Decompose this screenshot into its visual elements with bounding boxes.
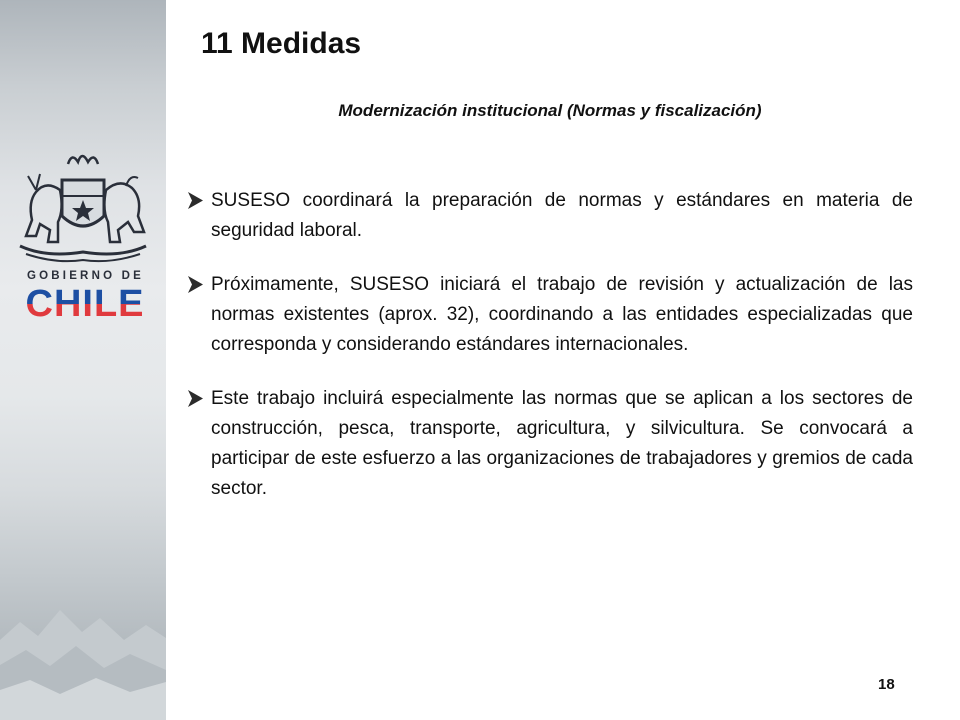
logo-line-1: GOBIERNO DE (27, 270, 144, 282)
bullet-text: SUSESO coordinará la preparación de normas y estándares en materia de seguridad laboral. (211, 190, 913, 241)
chile-logo-text (18, 282, 153, 322)
arrow-bullet-icon (188, 276, 203, 293)
coat-of-arms-icon (6, 150, 160, 270)
bullet-item (188, 270, 913, 360)
bullet-text: Próximamente, SUSESO iniciará el trabajo de revisión y actualización de las normas existentes (aprox. 32), coordinando a las entidades especializadas que corresponda y considerando estándares internacionales. (211, 274, 913, 355)
logo-line-2: CHILE (25, 283, 145, 322)
bullet-item (188, 186, 913, 246)
page-number: 18 (878, 676, 895, 693)
slide-title: 11 Medidas (201, 27, 362, 60)
bullet-item (188, 384, 913, 504)
sidebar-panel (0, 0, 166, 720)
mountains-image (0, 570, 166, 720)
slide-subtitle: Modernización institucional (Normas y fiscalización) (338, 101, 762, 120)
arrow-bullet-icon (188, 390, 203, 407)
bullet-list (188, 186, 913, 528)
bullet-text: Este trabajo incluirá especialmente las normas que se aplican a los sectores de construcción, pesca, transporte, agricultura, y silvicultura. Se convocará a participar de este esfuerzo a las organizaciones de trabajadores y gremios de cada sector. (211, 388, 913, 499)
arrow-bullet-icon (188, 192, 203, 209)
